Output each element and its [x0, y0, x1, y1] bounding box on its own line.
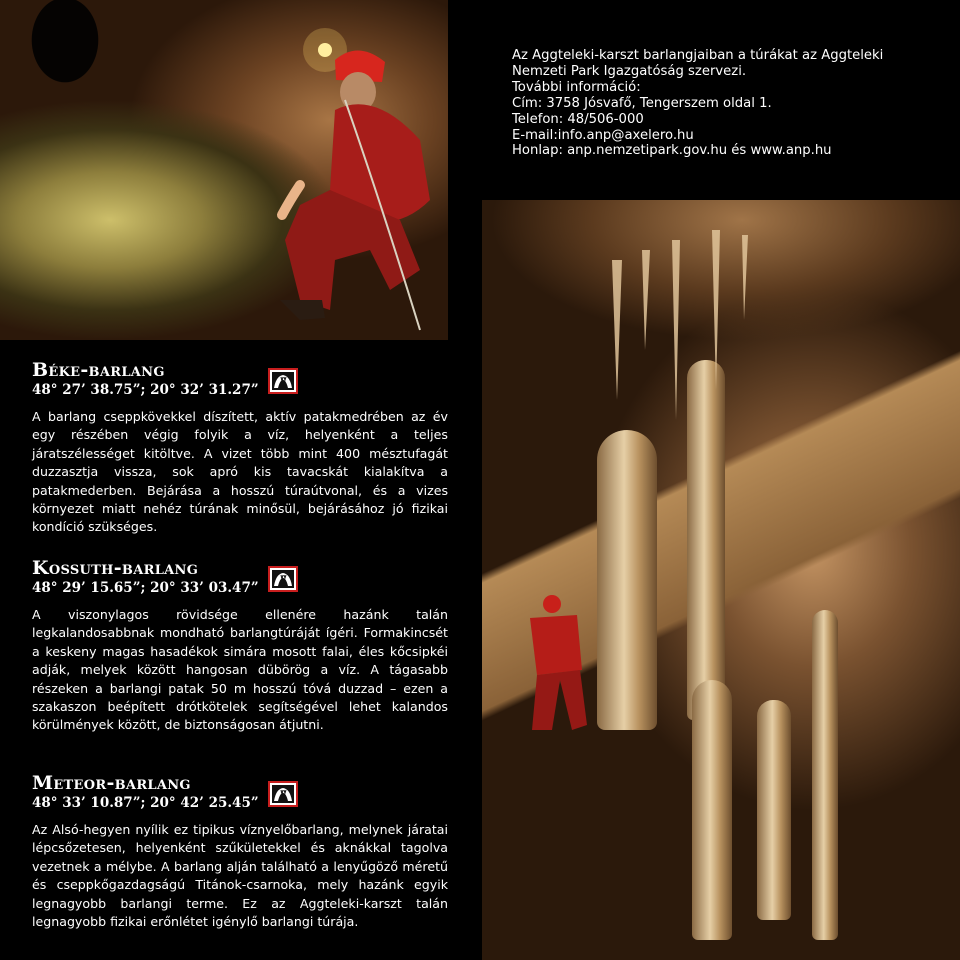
section-title: Meteor-barlang — [32, 772, 191, 794]
section-description: Az Alsó-hegyen nyílik ez tipikus víznyelőbarlang, melynek járatai lépcsőzetesen, helyenként szűkületekkel és aknákkal tagolva vezetnek a mélybe. A barlang alján található a lenyűgöző méretű és cseppkőgazdagságú Titánok-csarnoka, mely hazánk egyik legnagyobb barlangi terme. Ez az Aggteleki-karszt talán legnagyobb fizikai erőnlétet igénylő barlangi túrája. — [32, 822, 448, 930]
cave-icon — [268, 368, 298, 394]
section-coordinates: 48° 29’ 15.65”; 20° 33’ 03.47” — [32, 580, 259, 596]
cave-icon — [268, 566, 298, 592]
caver-figure — [0, 0, 448, 340]
address-line: Cím: 3758 Jósvafő, Tengerszem oldal 1. — [512, 95, 772, 111]
email-line: E-mail:info.anp@axelero.hu — [512, 127, 694, 143]
info-line: Nemzeti Park Igazgatóság szervezi. — [512, 63, 747, 79]
section-description: A viszonylagos rövidsége ellenére hazánk talán legkalandosabbnak mondható barlangtúráját ígéri. Formakincsét a keskeny magas hasadékok simára mosott falai, éles kőcsipkéi adják, melyek között hangosan dübörög a víz. A tágasabb részeken a barlangi patak 50 m hosszú tóvá duzzad – ezen a szakaszon beépített drótkötelek segítségével lehet kalandos körülmények között, de biztonságosan átjutni. — [32, 607, 448, 733]
section-coordinates: 48° 27’ 38.75”; 20° 32’ 31.27” — [32, 382, 259, 398]
section-title: Béke-barlang — [32, 359, 165, 381]
info-line: További információ: — [512, 79, 641, 95]
section-beke-barlang — [32, 359, 448, 537]
section-meteor-barlang — [32, 772, 448, 931]
caver-by-pool-photo — [0, 0, 448, 340]
section-coordinates: 48° 33’ 10.87”; 20° 42’ 25.45” — [32, 795, 259, 811]
stalagmite-hall-photo — [482, 200, 960, 960]
website-line: Honlap: anp.nemzetipark.gov.hu és www.anp.hu — [512, 143, 832, 159]
cave-icon — [268, 781, 298, 807]
phone-line: Telefon: 48/506-000 — [512, 111, 644, 127]
contact-info — [512, 48, 932, 159]
section-title: Kossuth-barlang — [32, 557, 199, 579]
section-kossuth-barlang — [32, 557, 448, 735]
section-description: A barlang cseppkövekkel díszített, aktív patakmedrében az év egy részében végig folyik a víz, helyenként a teljes járatszélességet kitöltve. A vizet több mint 400 mésztufagát duzzasztja vissza, sok apró kis tavacskát kialakítva a patakmederben. Bejárása a hosszú túraútvonal, és a vizes környezet miatt nehéz túrának minősül, bejárásához jó fizikai kondíció szükséges. — [32, 409, 448, 535]
caver-in-hall — [482, 200, 960, 960]
info-line: Az Aggteleki-karszt barlangjaiban a túrákat az Aggteleki — [512, 48, 884, 63]
